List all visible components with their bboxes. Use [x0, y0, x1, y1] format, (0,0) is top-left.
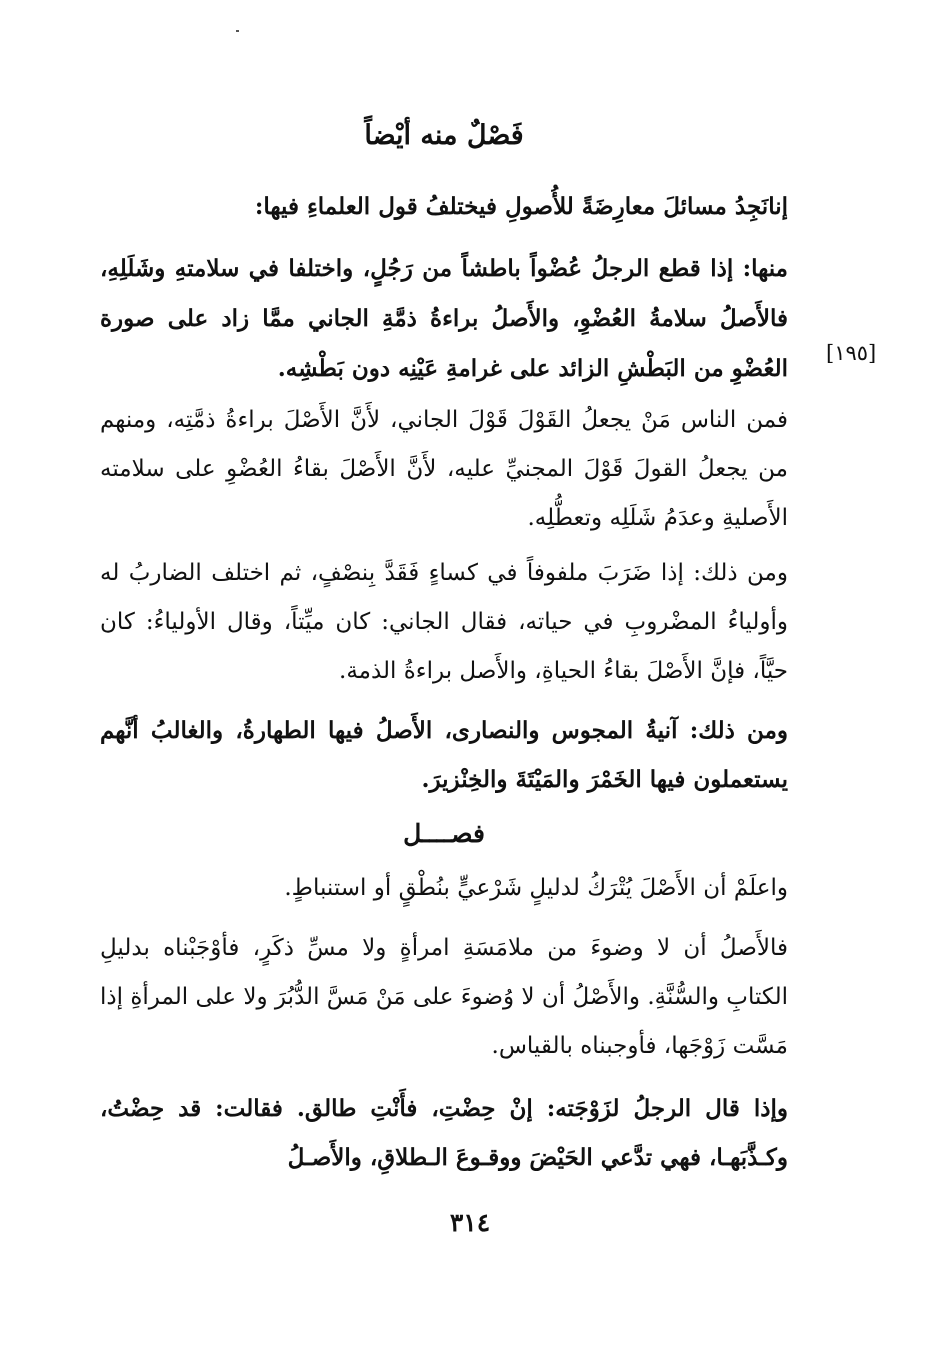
paragraph-1-text: منها: إذا قطع الرجلُ عُضْواً باطشاً من رَجُلٍ، واختلفا في سلامتهِ وشَلَلِهِ، فالأَصلُ سلامةُ العُضْوِ، والأَصلُ براءةُ ذمَّةِ الجاني ممَّا زاد على صورة العُضْوِ من البَطْشِ الزائد على غرامةِ عَيْنِه دون بَطْشِه.: [100, 255, 788, 382]
paragraph-block-2: [100, 396, 788, 543]
page-number: ٣١٤: [449, 1208, 491, 1237]
intro-paragraph: إنانَجِدُ مسائلَ معارِضَةً للأُصولِ فيختلفُ قول العلماءِ فيها:: [254, 193, 788, 220]
paragraph-divorce: وإذا قال الرجلُ لزَوْجَته: إنْ حِضْتِ، فأَنْتِ طالق. فقالت: قد حِضْتُ، وكـذَّبَهـا، فهي تدَّعي الحَيْضَ ووقـوعَ الـطلاقِ، والأَصـلُ: [100, 1095, 788, 1171]
paragraph-block-5: [100, 864, 788, 913]
fasl-heading: فصــــل: [403, 819, 485, 848]
scan-speck: [236, 30, 239, 32]
paragraph-ablution: فالأَصلُ أن لا وضوءَ من ملامَسَةِ امرأةٍ ولا مسِّ ذكَرٍ، فأوْجَبْناه بدليلِ الكتابِ والسُّنَّةِ. والأَصْلُ أن لا وُضوءَ على مَنْ مَسَّ الدُّبُرَ ولا على المرأةِ إذا مَسَّت زَوْجَها، فأوجبناه بالقياس.: [100, 935, 788, 1059]
paragraph-block-7: [100, 1084, 788, 1182]
section-heading: فَصْلٌ منه أيْضاً: [364, 120, 524, 151]
paragraph-severed-limb: [100, 244, 788, 394]
paragraph-wrapped-person: ومن ذلك: إذا ضَرَبَ ملفوفاً في كساءٍ فَقَدَّ بِنصْفٍ، ثم اختلف الضاربُ له وأولياءُ المضْروبِ في حياته، فقال الجاني: كان ميِّتاً، وقال الأولياءُ: كان حيَّاً، فإنَّ الأَصْلَ بقاءُ الحياةِ، والأَصل براءةُ الذمة.: [100, 560, 788, 684]
paragraph-block-6: [100, 924, 788, 1071]
paragraph-vessels: ومن ذلك: آنيةُ المجوس والنصارى، الأَصلُ فيها الطهارةُ، والغالبُ أنَّهم يستعملون فيها الخَمْرَ والمَيْتَةَ والخِنْزيرَ.: [100, 717, 788, 793]
paragraph-block-1: [100, 244, 788, 394]
paragraph-claims: فمن الناس مَنْ يجعلُ القَوْلَ قَوْلَ الجاني، لأَنَّ الأَصْلَ براءةُ ذمَّتِه، ومنهم من يجعلُ القولَ قَوْلَ المجنيِّ عليه، لأَنَّ الأَصْلَ بقاءُ العُضْوِ على سلامته الأَصليةِ وعدَمُ شَلَلِه وتعطُّلِه.: [100, 407, 788, 531]
margin-reference-number: [١٩٥]: [826, 341, 877, 365]
intro-block: [100, 182, 788, 231]
paragraph-know-that: واعلَمْ أن الأَصْلَ يُتْرَكُ لدليلٍ شَرْعيٍّ بنُطْقٍ أو استنباطٍ.: [284, 875, 788, 901]
paragraph-block-4: [100, 706, 788, 804]
paragraph-block-3: [100, 549, 788, 696]
